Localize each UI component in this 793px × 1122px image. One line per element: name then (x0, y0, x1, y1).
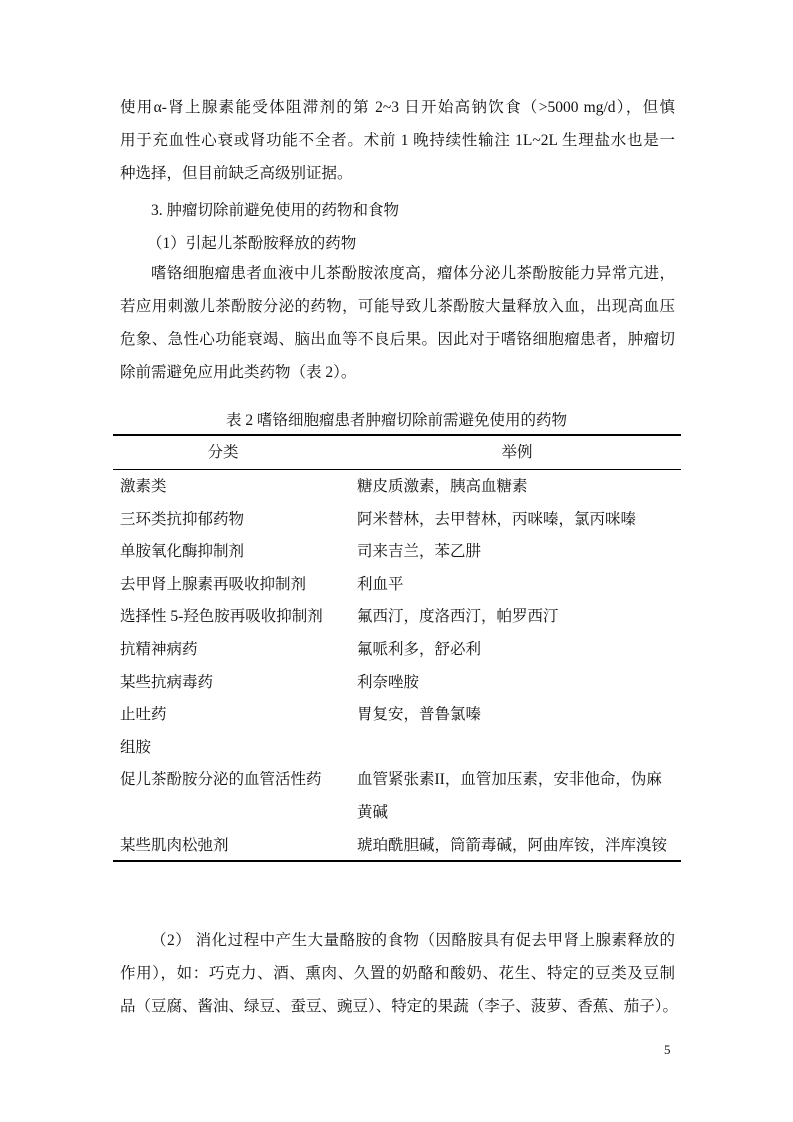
paragraph-line: 品（豆腐、酱油、绿豆、蚕豆、豌豆）、特定的果蔬（李子、菠萝、香蕉、茄子）。 (120, 998, 679, 1015)
paragraph-line: 作用），如：巧克力、酒、熏肉、久置的奶酪和酸奶、花生、特定的豆类及豆制 (120, 965, 675, 982)
table-cell-category: 促儿茶酚胺分泌的血管活性药 (120, 771, 322, 789)
table-cell-examples: 司来吉兰，苯乙肼 (357, 543, 482, 561)
table-cell-examples: 琥珀酰胆碱，筒箭毒碱，阿曲库铵，泮库溴铵 (357, 836, 668, 854)
paragraph-line: 种选择，但目前缺乏高级别证据。 (120, 165, 353, 182)
table-cell-examples: 黄碱 (357, 804, 389, 821)
table-cell-examples: 糖皮质激素，胰高血糖素 (357, 478, 528, 495)
paragraph-line: 危象、急性心功能衰竭、脑出血等不良后果。因此对于嗜铬细胞瘤患者，肿瘤切 (120, 331, 675, 348)
subsection-heading: （1）引起儿茶酚胺释放的药物 (147, 235, 357, 252)
section-heading: 3. 肿瘤切除前避免使用的药物和食物 (151, 202, 400, 219)
table-cell-examples: 氟哌利多，舒必利 (357, 641, 482, 658)
paragraph-line: （2） 消化过程中产生大量酪胺的食物（因酪胺具有促去甲肾上腺素释放的 (151, 932, 675, 949)
table-cell-examples: 阿米替林，去甲替林，丙咪嗪，氯丙咪嗪 (357, 510, 637, 528)
table-cell-category: 抗精神病药 (120, 641, 198, 658)
table-cell-category: 某些肌肉松弛剂 (120, 836, 229, 854)
table-cell-category: 选择性 5-羟色胺再吸收抑制剂 (120, 608, 323, 626)
table-cell-category: 三环类抗抑郁药物 (120, 510, 245, 528)
page-number: 5 (664, 1042, 671, 1057)
table-top-rule (113, 434, 681, 436)
table-cell-category: 某些抗病毒药 (120, 673, 214, 691)
table-cell-examples: 氟西汀，度洛西汀，帕罗西汀 (357, 608, 559, 626)
table-cell-category: 激素类 (120, 478, 167, 495)
table-header-category: 分类 (207, 444, 239, 461)
table-bottom-rule (113, 860, 681, 862)
table-cell-examples: 利奈唑胺 (357, 673, 420, 691)
table-cell-examples: 胃复安，普鲁氯嗪 (357, 706, 482, 724)
table-cell-category: 止吐药 (120, 706, 167, 724)
table-header-rule (113, 469, 681, 470)
table-cell-examples: 血管紧张素II，血管加压素，安非他命，伪麻 (357, 771, 662, 789)
table-cell-category: 单胺氧化酶抑制剂 (120, 543, 245, 561)
paragraph-line: 若应用刺激儿茶酚胺分泌的药物，可能导致儿茶酚胺大量释放入血，出现高血压 (120, 298, 675, 315)
table-caption: 表 2 嗜铬细胞瘤患者肿瘤切除前需避免使用的药物 (225, 412, 567, 429)
paragraph-line: 用于充血性心衰或肾功能不全者。术前 1 晚持续性输注 1L~2L 生理盐水也是一 (120, 132, 675, 149)
table-cell-category: 去甲肾上腺素再吸收抑制剂 (120, 575, 307, 593)
table-cell-category: 组胺 (120, 738, 152, 756)
table-header-examples: 举例 (501, 444, 533, 461)
paragraph-line: 嗜铬细胞瘤患者血液中儿茶酚胺浓度高，瘤体分泌儿茶酚胺能力异常亢进， (151, 265, 675, 282)
paragraph-line: 除前需避免应用此类药物（表 2）。 (120, 364, 357, 381)
table-cell-examples: 利血平 (357, 575, 404, 593)
paragraph-line: 使用α-肾上腺素能受体阻滞剂的第 2~3 日开始高钠饮食（>5000 mg/d），但慎 (120, 99, 675, 116)
